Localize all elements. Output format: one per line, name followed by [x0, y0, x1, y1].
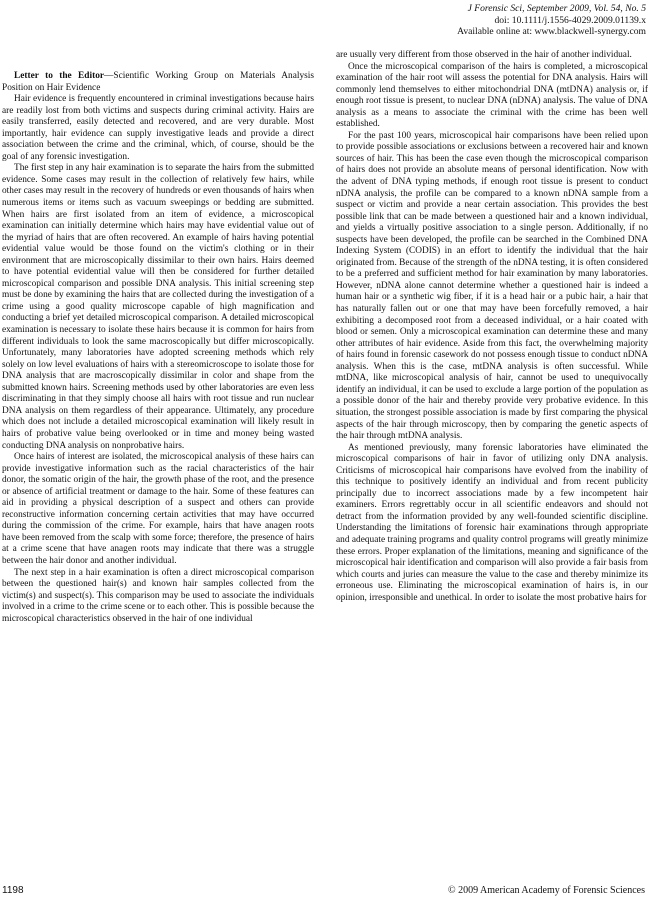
article-title-bold: Letter to the Editor	[14, 71, 105, 81]
doi: doi: 10.1111/j.1556-4029.2009.01139.x	[494, 14, 646, 26]
paragraph: The first step in any hair examination is to separate the hairs from the submitted evidence. Some cases may result in the collection of relatively few hairs, while other cases may result in the recovery of hundreds or even thousands of hairs when numerous items or items such as vacuum sweepings or bedding are submitted. When hairs are first isolated from an item of evidence, a microscopical examination can initially determine which hairs may have evidential value out of the myriad of hairs that are often recovered. An example of hairs having potential evidential value would be those found on the victim's clothing or in their environment that are microscopically dissimilar to their own hairs. Hairs deemed to have potential evidential value will then be considered for further detailed microscopical comparison and possible DNA analysis. This initial screening step must be done by examining the hairs that are collected during the investigation of a crime using a good quality microscope capable of high magnification and conducting a brief yet detailed microscopical comparison. A detailed microscopical examination is necessary to isolate these hairs because it is common for hairs from different individuals to look the same macroscopically but differ microscopically. Unfortunately, many laboratories have adopted screening methods which rely solely on low level evaluations of hairs with a stereomicroscope to isolate those for DNA analysis that are macroscopically dissimilar in color and shape from the submitted known hairs. Screening methods used by other laboratories are even less discriminating in that they simply choose all hairs with root tissue and run nuclear DNA analysis on them regardless of their appearance. Ultimately, any procedure which does not include a detailed microscopical examination will likely result in hairs of probative value being overlooked or in time and money being wasted conducting DNA analysis on nonprobative hairs.	[2, 163, 314, 451]
paragraph-continued: are usually very different from those observed in the hair of another individual.	[336, 50, 632, 60]
paragraph: Once the microscopical comparison of the hairs is completed, a microscopical examination of the hair root will assess the potential for DNA analysis. Hairs will commonly lend themselves to either mitochondrial DNA (mtDNA) analysis or, if enough root tissue is present, to nuclear DNA (nDNA) analysis. The value of DNA analysis as a means to associate the criminal with the crime has been well established.	[336, 61, 648, 130]
copyright-notice: © 2009 American Academy of Forensic Sciences	[448, 885, 645, 896]
left-column	[2, 71, 314, 625]
journal-header	[457, 3, 646, 38]
article-title	[2, 71, 314, 94]
paragraph: Once hairs of interest are isolated, the microscopical analysis of these hairs can provide investigative information such as the racial characteristics of the hair donor, the somatic origin of the hair, the growth phase of the root, and the presence or absence of artificial treatment or damage to the hair. Some of these features can aid in providing a physical description of a suspect and others can provide reconstructive information concerning certain activities that may have occurred during the commission of the crime. For example, hairs that have anagen roots have been removed from the scalp with some force; therefore, the presence of hairs at a crime scene that have anagen roots may indicate that there was a struggle between the hair donor and another individual.	[2, 452, 314, 566]
journal-citation: J Forensic Sci, September 2009, Vol. 54, No. 5	[467, 3, 646, 14]
page-number: 1198	[2, 885, 24, 896]
paragraph: For the past 100 years, microscopical hair comparisons have been relied upon to provide possible associations or exclusions between a recovered hair and known sources of hair. This has been the case even though the microscopical comparison of hairs does not provide an absolute means of personal identification. Now with the advent of DNA typing methods, if enough root tissue is present to conduct nDNA analysis, the profile can be compared to a known nDNA sample from a suspect or victim and provide a near certain association. This provides the best possible link that can be made between a questioned hair and a known individual, and yields a virtually positive association to a single person. Additionally, if no suspects have been developed, the profile can be searched in the Combined DNA Indexing System (CODIS) in an effort to identify the individual that the hair originated from. Because of the strength of the nDNA testing, it is often considered to be a preferred and sufficient method for hair examination by many laboratories. However, nDNA alone cannot determine whether a questioned hair is indeed a human hair or a synthetic wig fiber, if it is a head hair or a pubic hair, a hair that has naturally fallen out or one that may have been forcefully removed, a hair exhibiting a decomposed root from a deceased individual, or a hair coated with blood or semen. Only a microscopical examination can determine these and many other attributes of hair evidence. Aside from this fact, the overwhelming majority of hairs found in forensic casework do not possess enough tissue to conduct nDNA analysis. When this is the case, mtDNA analysis is often successful. While mtDNA, like microscopical analysis of hair, cannot be used to unequivocally identify an individual, it can be used to exclude a large portion of the population as a possible donor of the hair and thereby provide very probative evidence. In this situation, the strongest possible association is made by first comparing the physical aspects of the hair through microscopy, then by comparing the genetic aspects of the hair through mtDNA analysis.	[336, 130, 648, 442]
paragraph: As mentioned previously, many forensic laboratories have eliminated the microscopical comparisons of hair in favor of utilizing only DNA analysis. Criticisms of microscopical hair comparisons have evolved from the inability of this technique to positively identify an individual and from recent publicity principally due to incorrect associations made by a few incompetent hair examiners. Errors regrettably occur in all scientific endeavors and should not detract from the information provided by any well-founded scientific discipline. Understanding the limitations of forensic hair examinations through appropriate and adequate training programs and quality control programs will greatly minimize these errors. Proper explanation of the limitations, meaning and significance of the microscopical hair identification and comparison will also provide a fair basis from which courts and juries can measure the value to the case and thereby minimize its erroneous use. Eliminating the microscopical examination of hairs is, in our opinion, irresponsible and unethical. In order to isolate the most probative hairs for	[336, 442, 648, 603]
paragraph: Hair evidence is frequently encountered in criminal investigations because hairs are readily lost from both victims and suspects during criminal activity. Hairs are easily transferred, easily detected and recovered, and are very durable. Most importantly, hair evidence can supply investigative leads and provide a direct association between the crime and the criminal, which, of course, should be the goal of any forensic investigation.	[2, 94, 314, 162]
article-title-rest: —Scientific Working Group on Materials Analysis Position on Hair Evidence	[2, 71, 314, 93]
available-online: Available online at: www.blackwell-synergy.com	[457, 26, 646, 37]
right-column	[336, 50, 648, 604]
paragraph: The next step in a hair examination is often a direct microscopical comparison between the questioned hair(s) and known hair samples collected from the victim(s) and suspect(s). This comparison may be used to associate the individuals involved in a crime to the crime scene or to each other. This is possible because the microscopical characteristics observed in the hair of one individual	[2, 567, 314, 624]
